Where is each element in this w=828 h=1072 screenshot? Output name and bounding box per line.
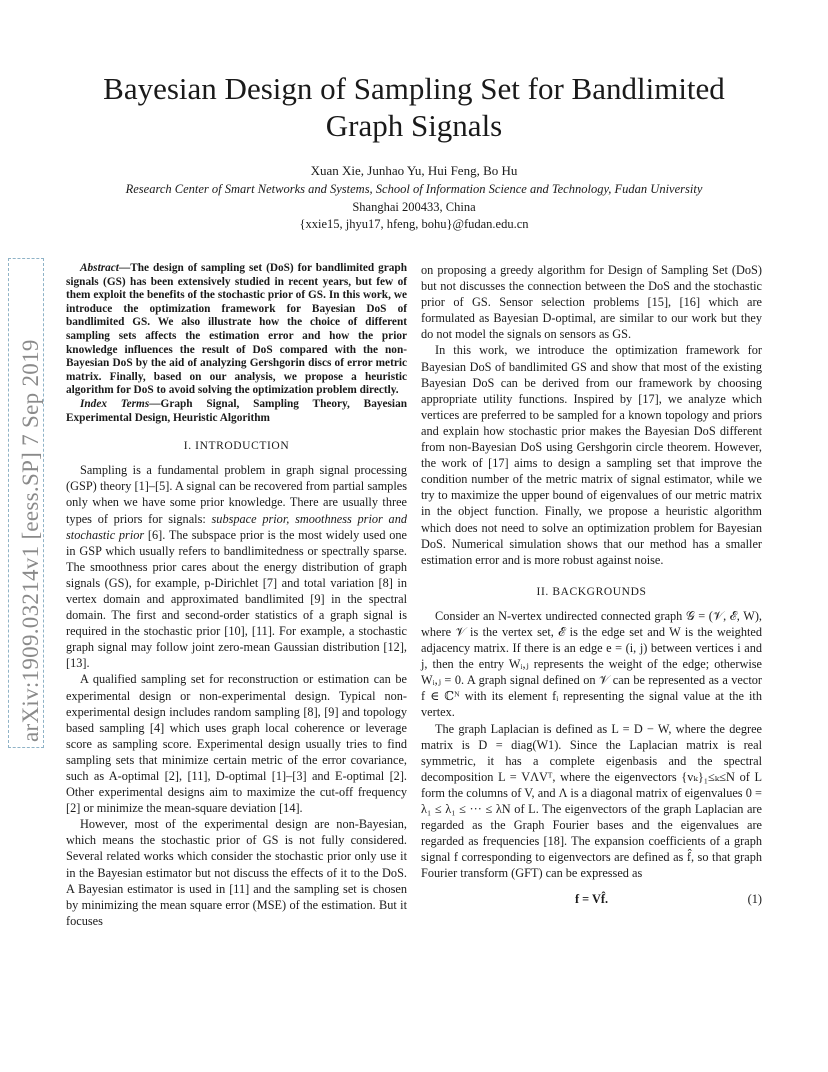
intro-paragraph-3: However, most of the experimental design are non-Bayesian, which means the stochastic prior of GS is not fully considered. Several related works which consider the stochastic prior only use it in the Bayesian estimator but not discuss the effects of it to the DoS. A Bayesian estimator is used in [11] and the sampling set is chosen by minimizing the mean square error (MSE) of the estimation. But it focuses	[66, 817, 407, 928]
equation-1	[421, 891, 762, 907]
intro-p1-text-a: Sampling is a fundamental problem in graph signal processing (GSP) theory [1]–[5]. A signal can be recovered from partial samples only when we have some prior knowledge. There are usually three types of priors for signals:	[66, 463, 407, 526]
index-terms-label: Index Terms	[80, 397, 150, 410]
intro-paragraph-5: In this work, we introduce the optimization framework for Bayesian DoS of bandlimited GS and show that most of the existing Bayesian DoS can be derived from our framework by choosing appropriate utility functions. Inspired by [17], we analyze which vertices are preferred to be sampled for a known topology and priors and explain how stochastic prior makes the Bayesian DoS different from non-Bayesian DoS using Gershgorin circle theorem. However, the work of [17] aims to design a sampling set that improve the condition number of the metric matrix of signal estimator, while we try to maximize the upper bound of eigenvalues of our metric matrix in the object function. Finally, we propose a heuristic algorithm which does not need to solve an optimization problem for Bayesian DoS. Numerical simulation shows that our method has a smaller estimation error and is more robust against noise.	[421, 343, 762, 567]
equation-number: (1)	[747, 892, 762, 907]
intro-paragraph-4: on proposing a greedy algorithm for Design of Sampling Set (DoS) but not discusses the connection between the DoS and the stochastic prior of GS. Sensor selection problems [15], [16] which are formulated as Bayesian D-optimal, are similar to our work but they do not model the signals on sensors as GS.	[421, 263, 762, 342]
authors: Xuan Xie, Junhao Yu, Hui Feng, Bo Hu	[310, 163, 518, 178]
index-terms-text: —Graph Signal, Sampling Theory, Bayesian Experimental Design, Heuristic Algorithm	[66, 397, 407, 424]
title-line-1: Bayesian Design of Sampling Set for Bandlimited	[103, 71, 725, 106]
index-terms	[66, 398, 407, 425]
abstract-label: Abstract	[80, 262, 119, 274]
equation-body: f = Vf̂.	[574, 892, 609, 907]
intro-paragraph-1	[66, 462, 407, 671]
address: Shanghai 200433, China	[352, 200, 476, 214]
intro-p1-text-b: [6]. The subspace prior is the most widely used one in GSP which usually refers to bandlimitedness or spectrally sparse. The smoothness prior cares about the energy distribution of graph signals (GS), for example, p-Dirichlet [7] and total variation [8] in vertex domain and approximated bandlimited [9] in the spectral domain. The first and second-order statistics of a graph signal is required in the stochastic prior [10], [11]. For example, a stochastic graph signal may follow joint zero-mean Gaussian distribution [12], [13].	[66, 527, 407, 671]
section-heading-backgrounds: II. BACKGROUNDS	[536, 585, 647, 598]
section-heading-introduction: I. INTRODUCTION	[183, 440, 290, 453]
paper-title	[0, 70, 828, 144]
title-line-2: Graph Signals	[325, 108, 503, 143]
intro-p1-italic: subspace prior, smoothness prior and stochastic prior	[66, 511, 407, 542]
intro-paragraph-2: A qualified sampling set for reconstruction or estimation can be experimental design or non-experimental design. Typical non-experimental design includes random sampling [8], [9] and topology based sampling [4] which uses graph local coherence or leverage score as sampling score. Experimental design usually tries to find sampling sets that minimize certain metric of the error covariance, such as A-optimal [2], [11], D-optimal [1]–[3] and E-optimal [2]. Other experimental designs aim to maximize the cut-off frequency [2] or minimize the mean-square deviation [14].	[66, 672, 407, 816]
right-column	[421, 262, 762, 918]
abstract	[66, 262, 407, 398]
left-column	[66, 262, 407, 929]
background-paragraph-2: The graph Laplacian is defined as L = D − W, where the degree matrix is D = diag(W1). Since the Laplacian matrix is real symmetric, it has a complete eigenbasis and the spectral decomposition L = VΛVᵀ, where the eigenvectors {vₖ}₁≤ₖ≤N of L form the columns of V, and Λ is a diagonal matrix of eigenvalues 0 = λ₁ ≤ λ₁ ≤ ··· ≤ λN of L. The eigenvectors of the graph Laplacian are regarded as the Graph Fourier bases and the eigenvalues are regarded as frequencies [18]. The expansion coefficients of a graph signal f corresponding to eigenvectors are defined as f̂, so that graph Fourier transform (GFT) can be expressed as	[421, 721, 762, 881]
arxiv-identifier[interactable]: arXiv:1909.03214v1 [eess.SP] 7 Sep 2019	[18, 339, 43, 742]
abstract-text: —The design of sampling set (DoS) for bandlimited graph signals (GS) has been extensively studied in recent years, but few of them exploit the benefits of the stochastic prior of GS. In this work, we introduce the optimization framework for Bayesian DoS of bandlimited GS. We also illustrate how the choice of different sampling sets affects the estimation error and how the prior knowledge influences the result of DoS compared with the non-Bayesian DoS by the aid of analyzing Gershgorin discs of error metric matrix. Finally, based on our analysis, we propose a heuristic algorithm for DoS to avoid solving the optimization problem directly.	[66, 262, 407, 397]
affiliation: Research Center of Smart Networks and Systems, School of Information Science and Technology, Fudan University	[125, 182, 703, 196]
emails: {xxie15, jhyu17, hfeng, bohu}@fudan.edu.cn	[299, 217, 529, 231]
background-paragraph-1: Consider an N-vertex undirected connected graph 𝒢 = (𝒱, ℰ, W), where 𝒱 is the vertex set, ℰ is the edge set and W is the weighted adjacency matrix. If there is an edge e = (i, j) between vertices i and j, then the entry Wᵢ,ⱼ represents the weight of the edge; otherwise Wᵢ,ⱼ = 0. A graph signal defined on 𝒱 can be represented as a vector f ∈ ℂᴺ with its element fᵢ representing the signal value at the ith vertex.	[421, 608, 762, 720]
